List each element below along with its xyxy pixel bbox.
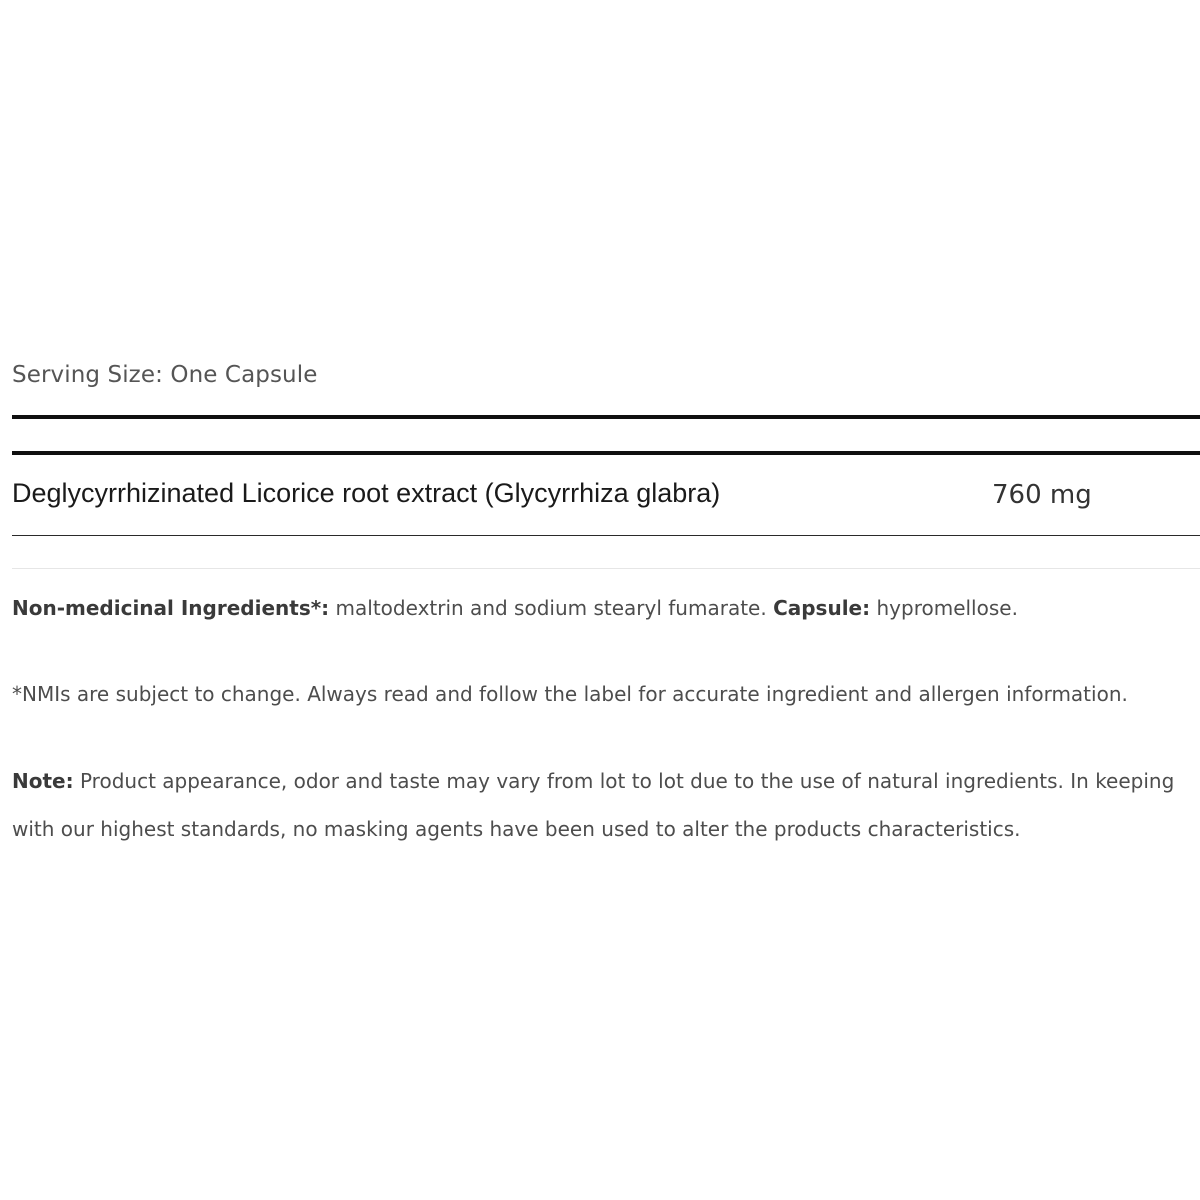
note-paragraph: [12, 757, 1192, 853]
divider-faint: [12, 568, 1200, 569]
capsule-text: hypromellose.: [870, 596, 1018, 620]
ingredient-name: Deglycyrrhizinated Licorice root extract (Glycyrrhiza glabra): [12, 478, 721, 508]
divider-row: [12, 535, 1200, 536]
capsule-label: Capsule:: [773, 596, 871, 620]
non-medicinal-ingredients: [12, 584, 1192, 632]
serving-size: Serving Size: One Capsule: [12, 362, 318, 388]
ingredient-row: [12, 478, 1200, 518]
note-label: Note:: [12, 769, 74, 793]
divider-thick-second: [12, 451, 1200, 455]
ingredient-amount: 760 mg: [992, 480, 1092, 510]
note-text: Product appearance, odor and taste may vary from lot to lot due to the use of natural ingredients. In keeping with our highest standards, no masking agents have been used to alter the products characteristics.: [12, 769, 1175, 841]
nmi-disclaimer: *NMIs are subject to change. Always read and follow the label for accurate ingredient and allergen information.: [12, 682, 1128, 706]
non-medicinal-text: maltodextrin and sodium stearyl fumarate.: [329, 596, 774, 620]
non-medicinal-label: Non-medicinal Ingredients*:: [12, 596, 330, 620]
divider-thick-top: [12, 415, 1200, 419]
